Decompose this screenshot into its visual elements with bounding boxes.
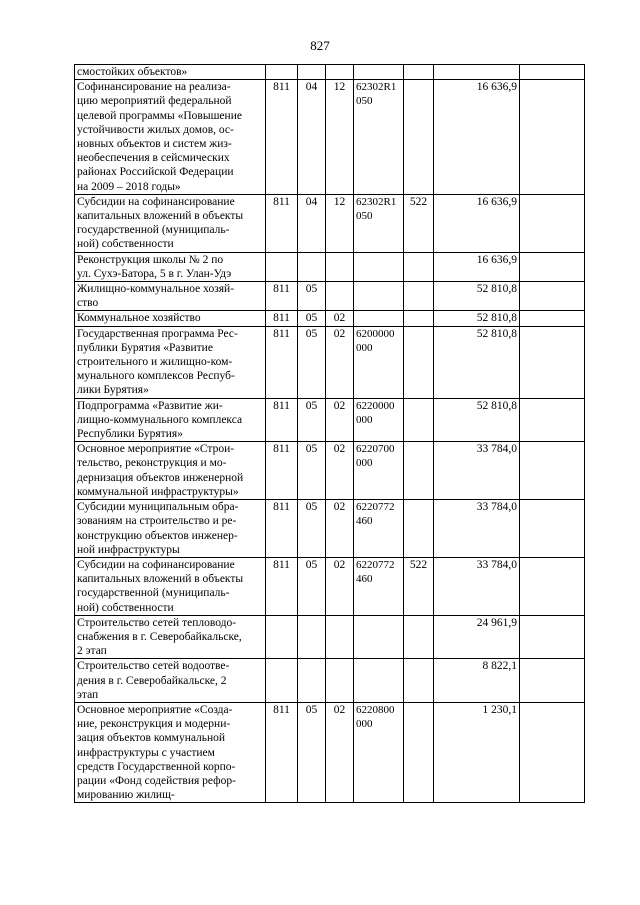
row-name-cell: Субсидии на софинансирование капитальных вложений в объекты государственной (муниципаль- ной) собственности [75, 557, 266, 615]
subsection-code-cell [326, 252, 354, 281]
ministry-code-cell: 811 [266, 326, 298, 398]
ministry-code-cell: 811 [266, 442, 298, 500]
extra-cell [520, 702, 585, 802]
row-name-cell: Реконструкция школы № 2 по ул. Сухэ-Батора, 5 в г. Улан-Удэ [75, 252, 266, 281]
ministry-code-cell [266, 615, 298, 659]
amount-cell: 16 636,9 [434, 194, 520, 252]
subsection-code-cell: 02 [326, 311, 354, 326]
table-row [75, 615, 585, 659]
section-code-cell: 04 [298, 194, 326, 252]
target-article-cell: 62302R1 050 [354, 194, 404, 252]
ministry-code-cell: 811 [266, 80, 298, 195]
amount-cell: 52 810,8 [434, 398, 520, 442]
target-article-cell [354, 615, 404, 659]
extra-cell [520, 659, 585, 703]
subsection-code-cell [326, 65, 354, 80]
table-row [75, 282, 585, 311]
target-article-cell [354, 252, 404, 281]
expense-type-cell [404, 311, 434, 326]
ministry-code-cell: 811 [266, 500, 298, 558]
table-row [75, 194, 585, 252]
section-code-cell: 05 [298, 282, 326, 311]
section-code-cell: 05 [298, 500, 326, 558]
table-row [75, 311, 585, 326]
expense-type-cell [404, 442, 434, 500]
expense-type-cell: 522 [404, 194, 434, 252]
amount-cell: 33 784,0 [434, 500, 520, 558]
extra-cell [520, 615, 585, 659]
section-code-cell: 05 [298, 326, 326, 398]
section-code-cell: 05 [298, 311, 326, 326]
expense-type-cell [404, 252, 434, 281]
row-name-cell: Основное мероприятие «Созда- ние, реконструкция и модерни- зация объектов коммунальной инфраструктуры с участием средств Государственной корпо- рации «Фонд содействия рефор- мированию жилищ- [75, 702, 266, 802]
table-row [75, 557, 585, 615]
amount-cell: 16 636,9 [434, 80, 520, 195]
target-article-cell [354, 311, 404, 326]
subsection-code-cell: 12 [326, 80, 354, 195]
expense-type-cell [404, 659, 434, 703]
row-name-cell: Софинансирование на реализа- цию мероприятий федеральной целевой программы «Повышение устойчивости жилых домов, ос- новных объектов и систем жиз- необеспечения в сейсмических районах Российской Федерации на 2009 – 2018 годы» [75, 80, 266, 195]
amount-cell: 33 784,0 [434, 557, 520, 615]
section-code-cell [298, 65, 326, 80]
row-name-cell: Коммунальное хозяйство [75, 311, 266, 326]
subsection-code-cell: 02 [326, 557, 354, 615]
subsection-code-cell: 02 [326, 702, 354, 802]
ministry-code-cell: 811 [266, 311, 298, 326]
table-row [75, 659, 585, 703]
target-article-cell: 6220700 000 [354, 442, 404, 500]
table-row [75, 65, 585, 80]
expense-type-cell [404, 326, 434, 398]
subsection-code-cell: 12 [326, 194, 354, 252]
extra-cell [520, 326, 585, 398]
target-article-cell [354, 659, 404, 703]
expense-type-cell [404, 65, 434, 80]
table-row [75, 326, 585, 398]
budget-table [74, 64, 585, 803]
extra-cell [520, 65, 585, 80]
row-name-cell: Строительство сетей тепловодо- снабжения в г. Северобайкальске, 2 этап [75, 615, 266, 659]
expense-type-cell [404, 702, 434, 802]
ministry-code-cell: 811 [266, 282, 298, 311]
row-name-cell: Государственная программа Рес- публики Бурятия «Развитие строительного и жилищно-ком- мунального комплексов Респуб- лики Бурятия» [75, 326, 266, 398]
row-name-cell: Жилищно-коммунальное хозяй- ство [75, 282, 266, 311]
amount-cell: 52 810,8 [434, 311, 520, 326]
ministry-code-cell [266, 659, 298, 703]
target-article-cell: 6220800 000 [354, 702, 404, 802]
row-name-cell: Подпрограмма «Развитие жи- лищно-коммунального комплекса Республики Бурятия» [75, 398, 266, 442]
section-code-cell [298, 252, 326, 281]
extra-cell [520, 311, 585, 326]
extra-cell [520, 442, 585, 500]
extra-cell [520, 282, 585, 311]
section-code-cell [298, 615, 326, 659]
section-code-cell: 05 [298, 702, 326, 802]
expense-type-cell [404, 80, 434, 195]
subsection-code-cell: 02 [326, 500, 354, 558]
amount-cell: 1 230,1 [434, 702, 520, 802]
subsection-code-cell: 02 [326, 326, 354, 398]
table-row [75, 80, 585, 195]
expense-type-cell: 522 [404, 557, 434, 615]
amount-cell: 24 961,9 [434, 615, 520, 659]
expense-type-cell [404, 615, 434, 659]
ministry-code-cell: 811 [266, 194, 298, 252]
extra-cell [520, 80, 585, 195]
subsection-code-cell [326, 615, 354, 659]
amount-cell: 52 810,8 [434, 282, 520, 311]
row-name-cell: Основное мероприятие «Строи- тельство, реконструкция и мо- дернизация объектов инженерной коммунальной инфраструктуры» [75, 442, 266, 500]
table-row [75, 442, 585, 500]
table-row [75, 398, 585, 442]
amount-cell: 8 822,1 [434, 659, 520, 703]
subsection-code-cell [326, 659, 354, 703]
ministry-code-cell [266, 252, 298, 281]
section-code-cell: 04 [298, 80, 326, 195]
extra-cell [520, 398, 585, 442]
table-row [75, 702, 585, 802]
target-article-cell: 62302R1 050 [354, 80, 404, 195]
section-code-cell: 05 [298, 398, 326, 442]
table-row [75, 252, 585, 281]
extra-cell [520, 252, 585, 281]
target-article-cell: 6200000 000 [354, 326, 404, 398]
section-code-cell [298, 659, 326, 703]
amount-cell: 52 810,8 [434, 326, 520, 398]
extra-cell [520, 557, 585, 615]
ministry-code-cell: 811 [266, 557, 298, 615]
page-number: 827 [310, 38, 330, 53]
expense-type-cell [404, 500, 434, 558]
expense-type-cell [404, 282, 434, 311]
section-code-cell: 05 [298, 442, 326, 500]
target-article-cell: 6220772 460 [354, 500, 404, 558]
amount-cell: 33 784,0 [434, 442, 520, 500]
subsection-code-cell: 02 [326, 398, 354, 442]
extra-cell [520, 500, 585, 558]
extra-cell [520, 194, 585, 252]
table-row [75, 500, 585, 558]
target-article-cell [354, 65, 404, 80]
row-name-cell: Субсидии на софинансирование капитальных вложений в объекты государственной (муниципаль- ной) собственности [75, 194, 266, 252]
target-article-cell: 6220000 000 [354, 398, 404, 442]
ministry-code-cell: 811 [266, 398, 298, 442]
amount-cell [434, 65, 520, 80]
expense-type-cell [404, 398, 434, 442]
target-article-cell: 6220772 460 [354, 557, 404, 615]
section-code-cell: 05 [298, 557, 326, 615]
row-name-cell: Строительство сетей водоотве- дения в г. Северобайкальске, 2 этап [75, 659, 266, 703]
target-article-cell [354, 282, 404, 311]
ministry-code-cell: 811 [266, 702, 298, 802]
row-name-cell: Субсидии муниципальным обра- зованиям на строительство и ре- конструкцию объектов инженер- ной инфраструктуры [75, 500, 266, 558]
row-name-cell: смостойких объектов» [75, 65, 266, 80]
subsection-code-cell [326, 282, 354, 311]
amount-cell: 16 636,9 [434, 252, 520, 281]
subsection-code-cell: 02 [326, 442, 354, 500]
ministry-code-cell [266, 65, 298, 80]
